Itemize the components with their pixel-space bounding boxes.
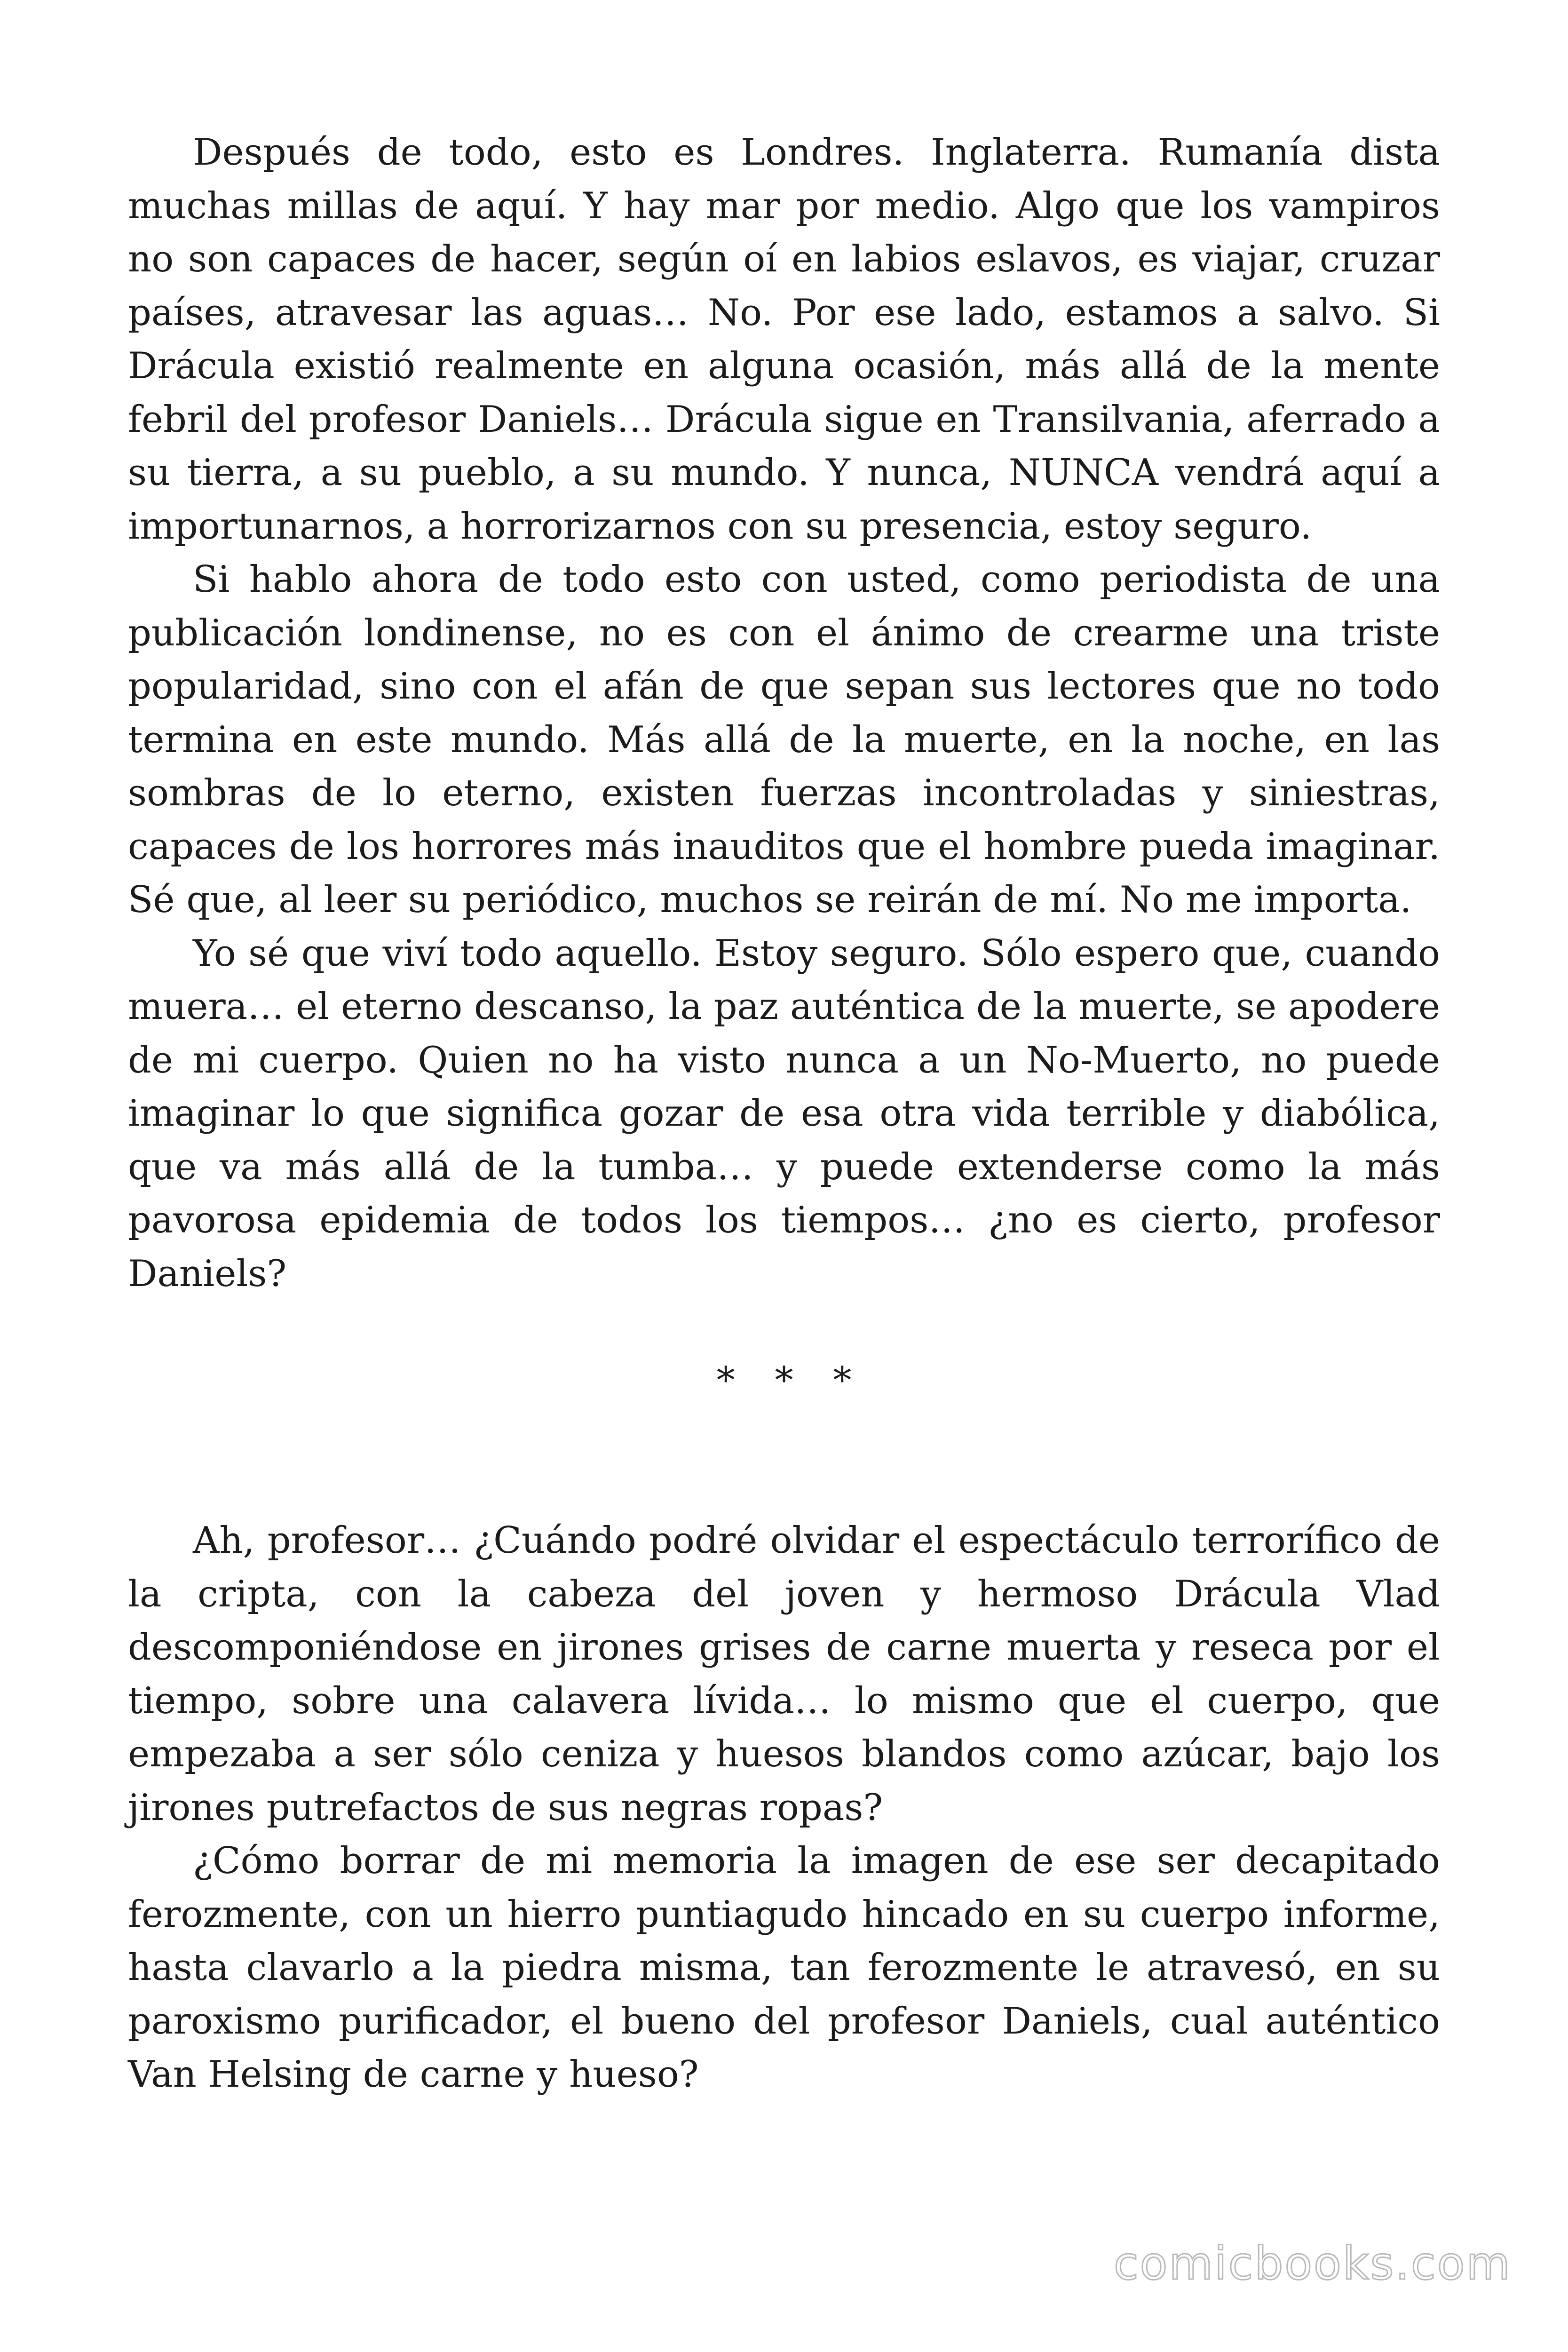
paragraph-2: Si hablo ahora de todo esto con usted, como periodista de una publicación londinense, no es con el ánimo de crearme una triste popularidad, sino con el afán de que sepan sus lectores que no todo termina en este mundo. Más allá de la muerte, en la noche, en las sombras de lo eterno, existen fuerzas incontroladas y siniestras, capaces de los horrores más inauditos que el hombre pueda imaginar. Sé que, al leer su periódico, muchos se reirán de mí. No me importa. — [128, 558, 1440, 921]
paragraph-5: ¿Cómo borrar de mi memoria la imagen de ese ser decapitado ferozmente, con un hierro puntiagudo hincado en su cuerpo informe, hasta clavarlo a la piedra misma, tan ferozmente le atravesó, en su paroxismo purificador, el bueno del profesor Daniels, cual auténtico Van Helsing de carne y hueso? — [128, 1840, 1440, 2096]
paragraph-4: Ah, profesor… ¿Cuándo podré olvidar el espectáculo terrorífico de la cripta, con la cabeza del joven y hermoso Drácula Vlad descomponiéndose en jirones grises de carne muerta y reseca por el tiempo, sobre una calavera lívida… lo mismo que el cuerpo, que empezaba a ser sólo ceniza y huesos blandos como azúcar, bajo los jirones putrefactos de sus negras ropas? — [128, 1519, 1440, 1829]
watermark-logo: comicbooks.com — [1113, 2237, 1512, 2290]
section-break: * * * — [716, 1359, 866, 1402]
paragraph-3: Yo sé que viví todo aquello. Estoy seguro. Sólo espero que, cuando muera… el eterno descanso, la paz auténtica de la muerte, se apodere de mi cuerpo. Quien no ha visto nunca a un No-Muerto, no puede imaginar lo que significa gozar de esa otra vida terrible y diabólica, que va más allá de la tumba… y puede extenderse como la más pavorosa epidemia de todos los tiempos… ¿no es cierto, profesor Daniels? — [128, 932, 1440, 1295]
paragraph-1: Después de todo, esto es Londres. Inglaterra. Rumanía dista muchas millas de aquí. Y hay mar por medio. Algo que los vampiros no son capaces de hacer, según oí en labios eslavos, es viajar, cruzar países, atravesar las aguas… No. Por ese lado, estamos a salvo. Si Drácula existió realmente en alguna ocasión, más allá de la mente febril del profesor Daniels… Drácula sigue en Transilvania, aferrado a su tierra, a su pueblo, a su mundo. Y nunca, NUNCA vendrá aquí a importunarnos, a horrorizarnos con su presencia, estoy seguro. — [128, 131, 1440, 548]
page-body — [128, 126, 1440, 2102]
